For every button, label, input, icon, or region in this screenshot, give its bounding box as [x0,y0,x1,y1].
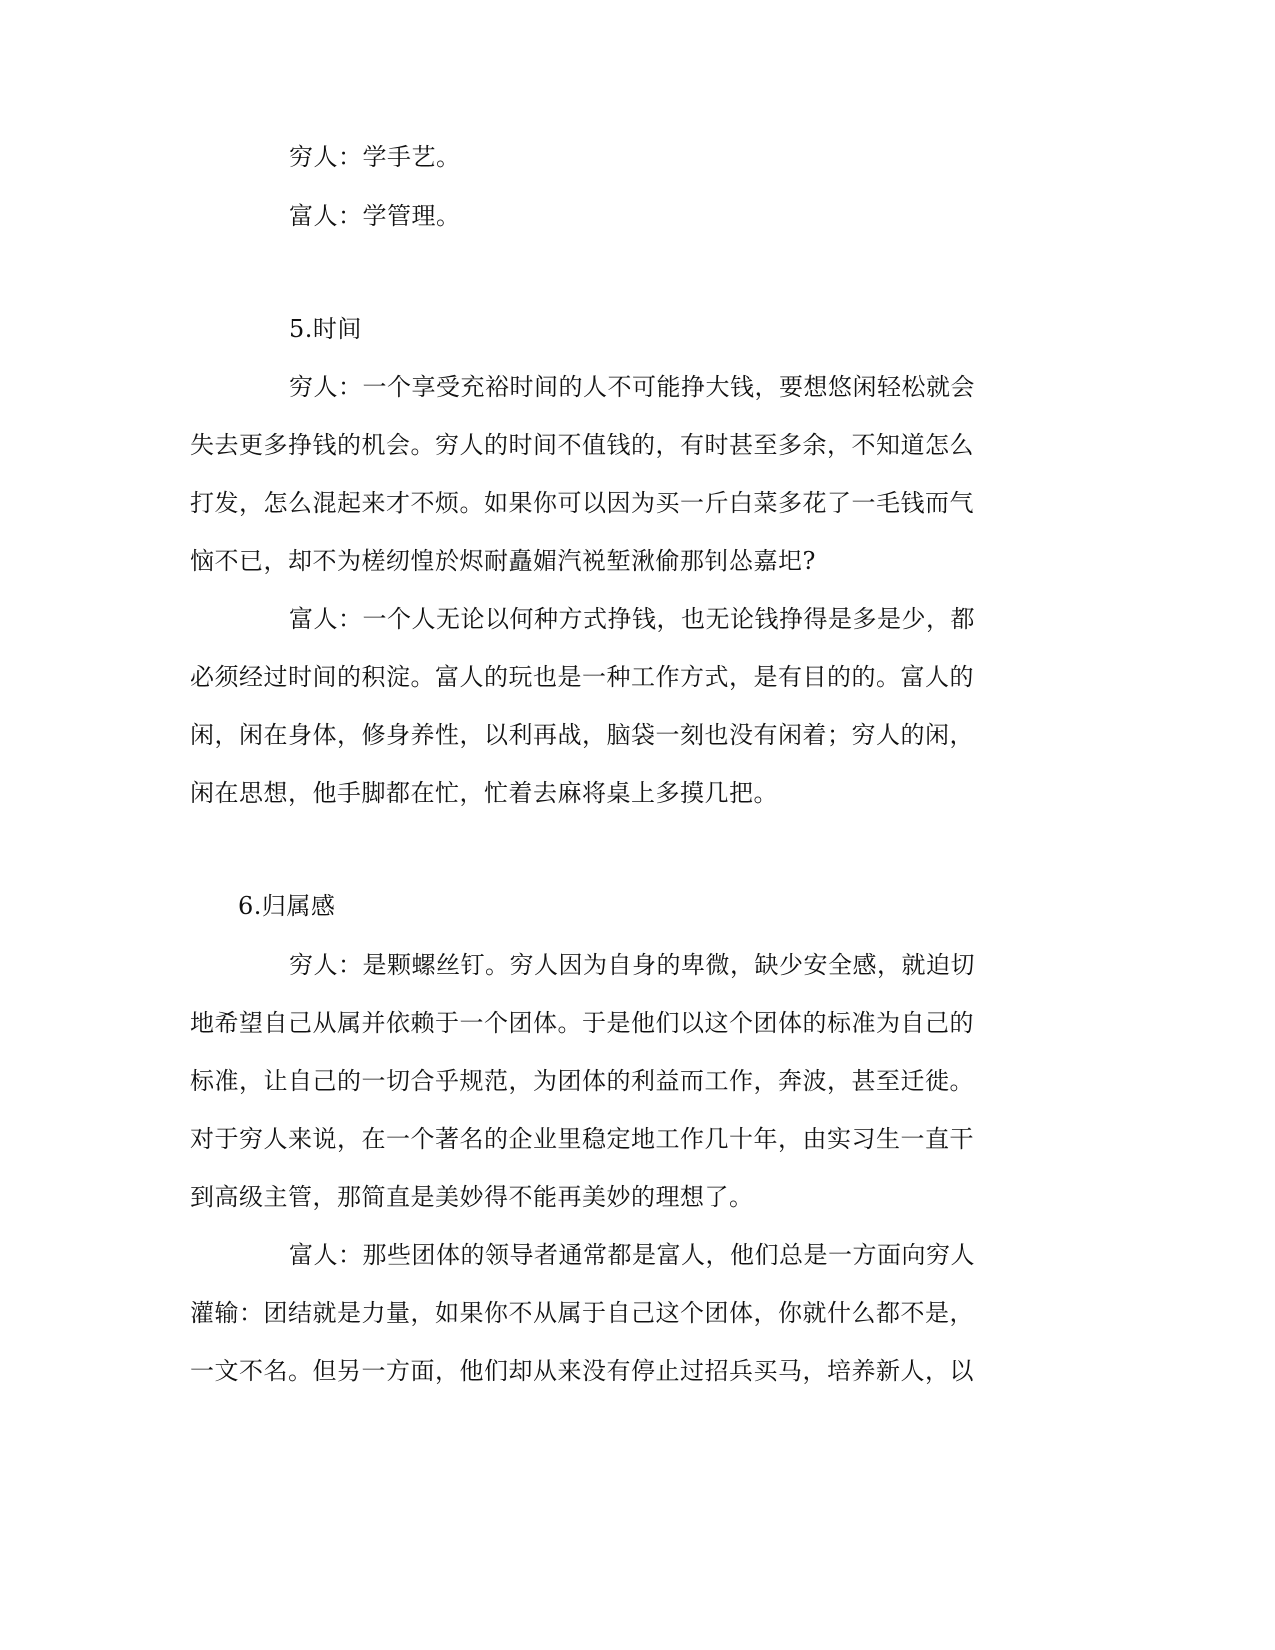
text-line: 一文不名。但另一方面，他们却从来没有停止过招兵买马，培养新人，以 [190,1357,974,1385]
text-line: 到高级主管，那简直是美妙得不能再美妙的理想了。 [190,1183,754,1211]
text-line: 打发，怎么混起来才不烦。如果你可以因为买一斤白菜多花了一毛钱而气 [190,489,974,517]
text-line: 穷人：学手艺。 [289,143,461,171]
text-line: 必须经过时间的积淀。富人的玩也是一种工作方式，是有目的的。富人的 [190,663,974,691]
text-line: 穷人：一个享受充裕时间的人不可能挣大钱，要想悠闲轻松就会 [289,373,975,401]
text-line: 闲在思想，他手脚都在忙，忙着去麻将桌上多摸几把。 [190,779,778,807]
text-line: 恼不已，却不为槎纫惶於烬耐矗媚汽裞堑湫偷那钊怂嘉圯? [190,547,816,575]
text-line: 对于穷人来说，在一个著名的企业里稳定地工作几十年，由实习生一直干 [190,1125,974,1153]
text-line: 富人：那些团体的领导者通常都是富人，他们总是一方面向穷人 [289,1241,975,1269]
text-line: 灌输：团结就是力量，如果你不从属于自己这个团体，你就什么都不是， [190,1299,974,1327]
text-line: 闲，闲在身体，修身养性，以利再战，脑袋一刻也没有闲着；穷人的闲， [190,721,974,749]
text-line: 地希望自己从属并依赖于一个团体。于是他们以这个团体的标准为自己的 [190,1009,974,1037]
text-line: 富人：一个人无论以何种方式挣钱，也无论钱挣得是多是少，都 [289,605,975,633]
text-line: 失去更多挣钱的机会。穷人的时间不值钱的，有时甚至多余，不知道怎么 [190,431,974,459]
section-heading: 6.归属感 [238,892,336,920]
text-line: 标准，让自己的一切合乎规范，为团体的利益而工作，奔波，甚至迁徙。 [190,1067,974,1095]
section-heading: 5.时间 [289,315,362,343]
text-line: 穷人：是颗螺丝钉。穷人因为自身的卑微，缺少安全感，就迫切 [289,951,975,979]
text-line: 富人：学管理。 [289,202,461,230]
